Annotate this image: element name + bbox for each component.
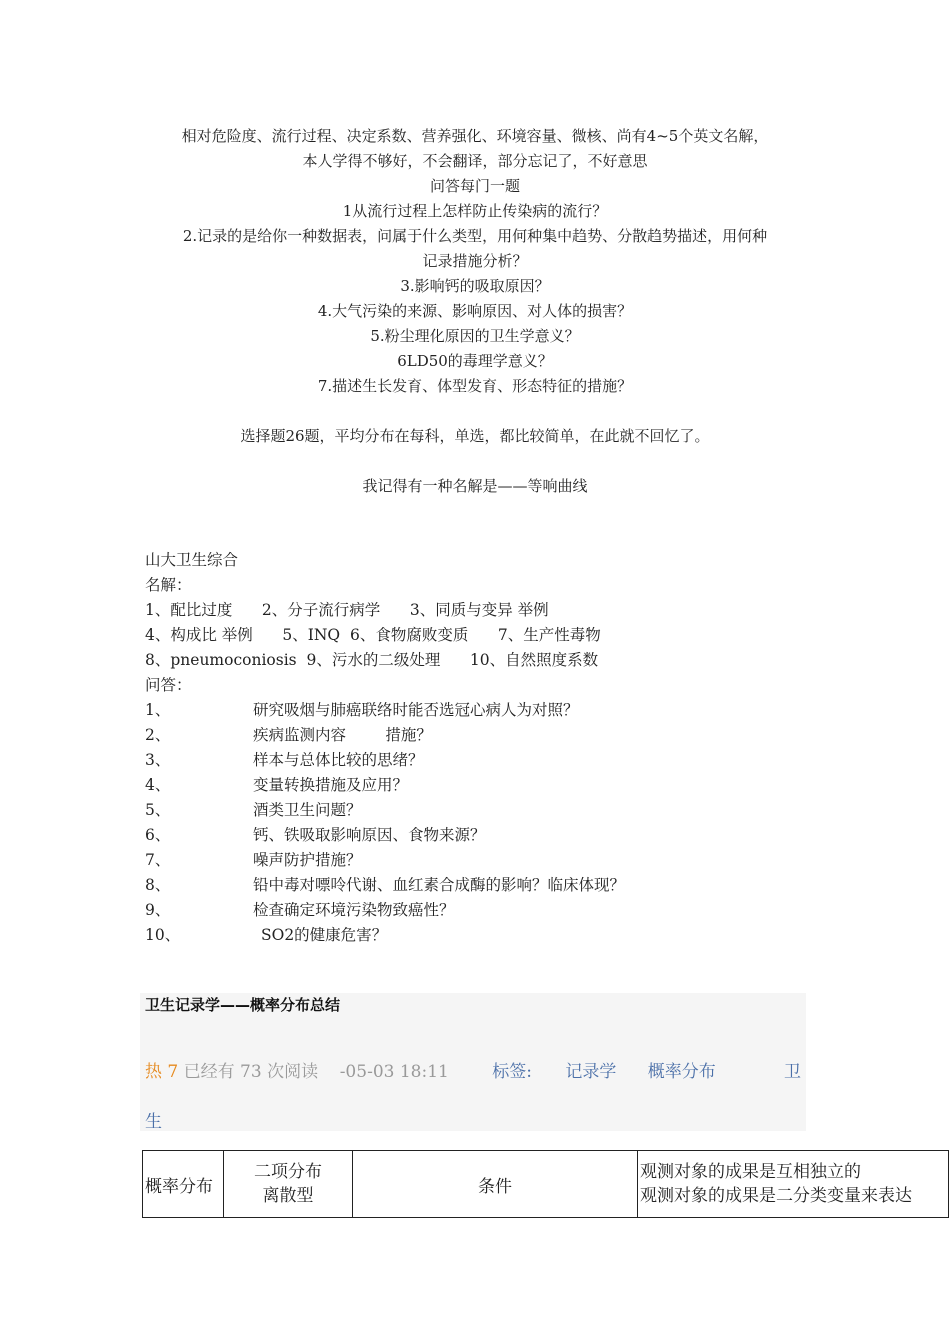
tag-link[interactable]: 记录学: [565, 1062, 617, 1082]
intro-line: 6LD50的毒理学意义？: [397, 352, 553, 370]
cell-line: 二项分布: [254, 1162, 322, 1182]
question-item: [145, 898, 625, 923]
article-header: [140, 993, 806, 1131]
table-cell: [638, 1151, 949, 1218]
table-cell: [224, 1151, 353, 1218]
read-count: 已经有 73 次阅读 -05-03 18:11: [178, 1062, 449, 1082]
question-num: 10、: [145, 926, 181, 944]
question-text: 噪声防护措施？: [253, 851, 362, 869]
cell-line: 离散型: [262, 1186, 314, 1206]
article-meta: [145, 1057, 716, 1082]
question-item: [145, 823, 625, 848]
article-title: 卫生记录学——概率分布总结: [145, 996, 341, 1014]
table-cell: 概率分布: [143, 1151, 224, 1218]
tags-label: 标签:: [492, 1062, 532, 1082]
intro-line: 1从流行过程上怎样防止传染病的流行？: [342, 202, 608, 220]
question-num: 7、: [145, 851, 171, 869]
table-cell: 条件: [353, 1151, 638, 1218]
question-num: 2、: [145, 726, 171, 744]
intro-block: [140, 124, 810, 499]
tag-link[interactable]: 概率分布: [647, 1062, 716, 1082]
question-text: 酒类卫生问题？: [253, 801, 362, 819]
question-item: [145, 748, 625, 773]
question-num: 1、: [145, 701, 171, 719]
distribution-table: [142, 1150, 949, 1218]
exam-section: [145, 548, 625, 948]
intro-line: 记录措施分析？: [422, 252, 528, 270]
tag-link[interactable]: 卫: [784, 1062, 801, 1082]
intro-line: 7.描述生长发育、体型发育、形态特征的措施？: [317, 377, 633, 395]
table-row: [143, 1151, 949, 1218]
mingjie-label: 名解：: [145, 576, 192, 594]
question-text: 疾病监测内容 措施？: [253, 726, 432, 744]
mingjie-line: 1、配比过度 2、分子流行病学 3、同质与变异 举例: [145, 601, 549, 619]
wenda-label: 问答：: [145, 676, 192, 694]
intro-line: 4.大气污染的来源、影响原因、对人体的损害？: [317, 302, 633, 320]
question-num: 9、: [145, 901, 171, 919]
question-item: [145, 873, 625, 898]
question-num: 6、: [145, 826, 171, 844]
tag-link-wrap[interactable]: 生: [145, 1112, 162, 1132]
question-text: 检查确定环境污染物致癌性？: [253, 901, 455, 919]
question-item: [145, 798, 625, 823]
term-note: 我记得有一种名解是——等响曲线: [362, 477, 588, 495]
question-item: [145, 723, 625, 748]
choice-note: 选择题26题，平均分布在每科，单选，都比较简单，在此就不回忆了。: [240, 427, 710, 445]
cell-line: 观测对象的成果是二分类变量来表达: [640, 1186, 912, 1206]
question-item: [145, 848, 625, 873]
question-item: [145, 698, 625, 723]
question-text: 研究吸烟与肺癌联络时能否选冠心病人为对照？: [253, 701, 579, 719]
question-num: 4、: [145, 776, 171, 794]
intro-line: 问答每门一题: [429, 177, 520, 195]
intro-line: 2.记录的是给你一种数据表，问属于什么类型，用何种集中趋势、分散趋势描述，用何种: [182, 227, 768, 245]
question-text: SO2的健康危害？: [261, 926, 388, 944]
mingjie-line: 4、构成比 举例 5、INQ 6、食物腐败变质 7、生产性毒物: [145, 626, 601, 644]
question-text: 钙、铁吸取影响原因、食物来源？: [253, 826, 486, 844]
question-text: 变量转换措施及应用？: [253, 776, 409, 794]
cell-line: 观测对象的成果是互相独立的: [640, 1162, 861, 1182]
question-item: [145, 923, 625, 948]
intro-line: 本人学得不够好，不会翻译，部分忘记了，不好意思: [302, 152, 648, 170]
question-num: 3、: [145, 751, 171, 769]
question-item: [145, 773, 625, 798]
question-text: 样本与总体比较的思绪？: [253, 751, 424, 769]
intro-line: 3.影响钙的吸取原因？: [400, 277, 550, 295]
question-num: 8、: [145, 876, 171, 894]
intro-line: 相对危险度、流行过程、决定系数、营养强化、环境容量、微核、尚有4~5个英文名解，: [181, 127, 769, 145]
mingjie-line: 8、pneumoconiosis 9、污水的二级处理 10、自然照度系数: [145, 651, 599, 669]
section-title: 山大卫生综合: [145, 551, 239, 569]
question-text: 铅中毒对嘌呤代谢、血红素合成酶的影响？临床体现？: [253, 876, 626, 894]
intro-line: 5.粉尘理化原因的卫生学意义？: [370, 327, 580, 345]
question-num: 5、: [145, 801, 171, 819]
hot-badge: 热 7: [145, 1062, 179, 1082]
